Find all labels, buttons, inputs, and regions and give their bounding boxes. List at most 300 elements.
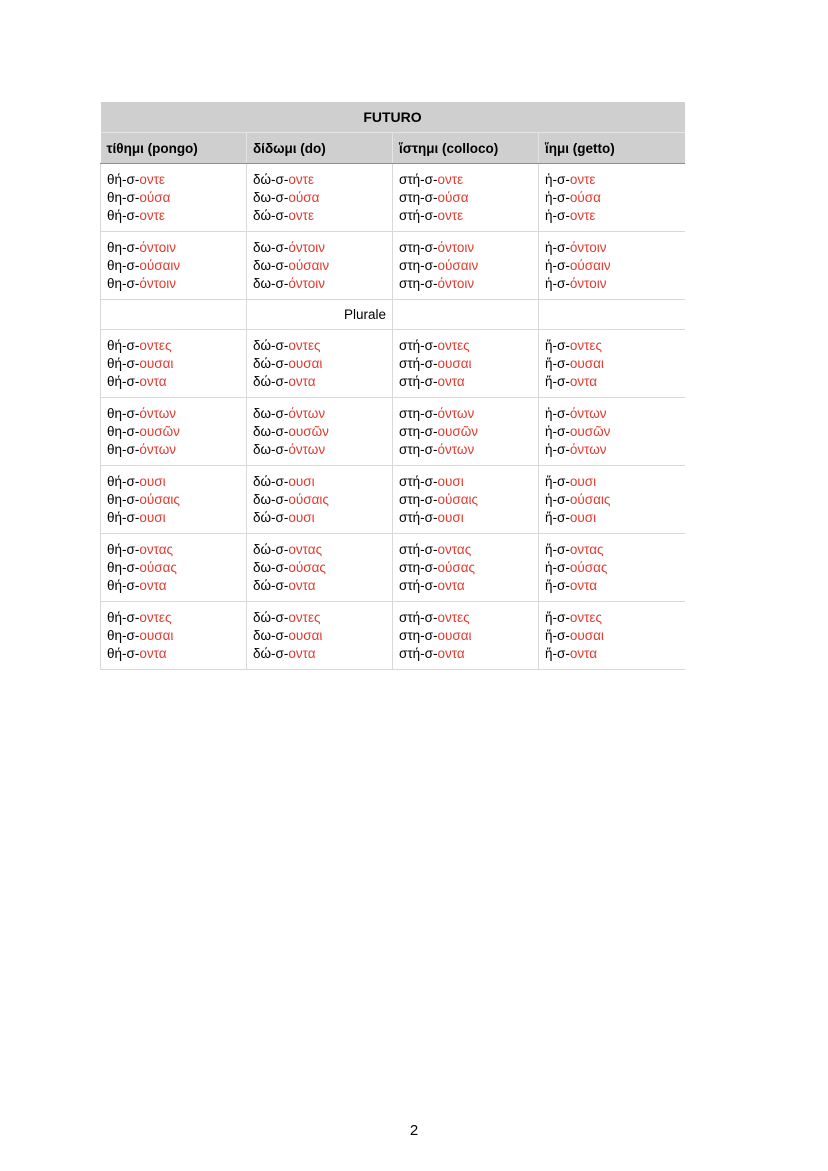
table-cell [101, 398, 247, 466]
ending-text: όντων [288, 442, 326, 457]
form-line [253, 541, 386, 559]
stem-text: ἥ-σ- [545, 646, 570, 661]
table-cell [247, 534, 393, 602]
form-line [107, 541, 240, 559]
ending-text: όντοιν [139, 240, 177, 255]
form-line [253, 171, 386, 189]
form-line [399, 491, 532, 509]
plurale-label: Plurale [247, 300, 393, 330]
column-header: ἵημι (getto) [539, 133, 685, 164]
stem-text: στή-σ- [399, 172, 438, 187]
ending-text: οντε [288, 208, 314, 223]
ending-text: οντε [569, 172, 596, 187]
stem-text: ἥ-σ- [545, 542, 570, 557]
ending-text: ούσαιν [437, 258, 479, 273]
form-line [253, 627, 386, 645]
table-row [101, 398, 685, 466]
stem-text: θή-σ- [107, 510, 140, 525]
stem-text: στή-σ- [399, 510, 438, 525]
stem-text: θή-σ- [107, 172, 140, 187]
stem-text: δω-σ- [253, 190, 289, 205]
ending-text: όντοιν [437, 240, 475, 255]
form-line [399, 189, 532, 207]
stem-text: δω-σ- [253, 258, 289, 273]
ending-text: οντας [437, 542, 472, 557]
ending-text: οντε [569, 208, 596, 223]
form-line [545, 491, 679, 509]
form-line [107, 645, 240, 663]
ending-text: οντα [288, 374, 316, 389]
stem-text: στή-σ- [399, 356, 438, 371]
table-body [101, 164, 685, 670]
stem-text: δώ-σ- [253, 510, 289, 525]
form-line [253, 509, 386, 527]
form-line [253, 207, 386, 225]
form-line [399, 355, 532, 373]
stem-text: στη-σ- [399, 424, 438, 439]
form-line [253, 189, 386, 207]
stem-text: δω-σ- [253, 442, 289, 457]
ending-text: οντα [437, 578, 465, 593]
ending-text: όντων [288, 406, 326, 421]
stem-text: δώ-σ- [253, 542, 289, 557]
ending-text: ούσα [288, 190, 320, 205]
form-line [107, 627, 240, 645]
form-line [107, 373, 240, 391]
empty-cell [539, 300, 685, 330]
stem-text: ἥ-σ- [545, 510, 570, 525]
table-cell [393, 330, 539, 398]
ending-text: ουσαι [569, 356, 604, 371]
stem-text: θη-σ- [107, 190, 140, 205]
table-cell [539, 330, 685, 398]
ending-text: οντες [288, 338, 321, 353]
form-line [107, 207, 240, 225]
table-cell [101, 164, 247, 232]
table-row [101, 232, 685, 300]
form-line [253, 337, 386, 355]
form-line [107, 337, 240, 355]
ending-text: οντε [139, 172, 165, 187]
stem-text: ἡ-σ- [545, 406, 570, 421]
stem-text: ἥ-σ- [545, 474, 570, 489]
stem-text: δώ-σ- [253, 208, 289, 223]
ending-text: όντοιν [139, 276, 177, 291]
form-line [545, 441, 679, 459]
form-line [545, 405, 679, 423]
stem-text: θη-σ- [107, 560, 140, 575]
form-line [107, 257, 240, 275]
form-line [253, 275, 386, 293]
ending-text: ουσι [437, 510, 464, 525]
ending-text: ούσα [569, 190, 601, 205]
form-line [107, 609, 240, 627]
stem-text: θη-σ- [107, 424, 140, 439]
stem-text: στη-σ- [399, 190, 438, 205]
form-line [253, 405, 386, 423]
table-cell [539, 164, 685, 232]
form-line [545, 257, 679, 275]
form-line [399, 423, 532, 441]
table-cell [247, 466, 393, 534]
form-line [545, 577, 679, 595]
form-line [399, 337, 532, 355]
table-row [101, 602, 685, 670]
stem-text: ἡ-σ- [545, 190, 570, 205]
stem-text: ἡ-σ- [545, 208, 570, 223]
ending-text: οντας [139, 542, 174, 557]
stem-text: δω-σ- [253, 240, 289, 255]
ending-text: όντων [437, 406, 475, 421]
table-cell [393, 398, 539, 466]
form-line [107, 577, 240, 595]
stem-text: δώ-σ- [253, 646, 289, 661]
form-line [253, 441, 386, 459]
table-cell [539, 466, 685, 534]
form-line [253, 355, 386, 373]
ending-text: ουσῶν [437, 424, 479, 439]
form-line [107, 275, 240, 293]
stem-text: θή-σ- [107, 338, 140, 353]
ending-text: οντα [139, 374, 167, 389]
form-line [399, 541, 532, 559]
form-line [253, 239, 386, 257]
form-line [399, 171, 532, 189]
ending-text: όντοιν [288, 276, 326, 291]
ending-text: ουσι [288, 474, 315, 489]
form-line [253, 645, 386, 663]
ending-text: ουσαι [437, 356, 472, 371]
ending-text: οντες [288, 610, 321, 625]
form-line [545, 559, 679, 577]
table-row [101, 534, 685, 602]
ending-text: ουσαι [437, 628, 472, 643]
stem-text: δώ-σ- [253, 374, 289, 389]
form-line [399, 559, 532, 577]
ending-text: οντα [139, 646, 167, 661]
ending-text: όντων [569, 442, 607, 457]
stem-text: δώ-σ- [253, 474, 289, 489]
ending-text: οντες [569, 610, 602, 625]
divider-row [101, 300, 685, 330]
ending-text: όντοιν [569, 276, 607, 291]
empty-cell [101, 300, 247, 330]
stem-text: θή-σ- [107, 578, 140, 593]
stem-text: στή-σ- [399, 578, 438, 593]
stem-text: θη-σ- [107, 442, 140, 457]
form-line [253, 473, 386, 491]
ending-text: ούσαις [437, 492, 479, 507]
form-line [253, 257, 386, 275]
stem-text: θή-σ- [107, 374, 140, 389]
stem-text: θη-σ- [107, 240, 140, 255]
stem-text: ἥ-σ- [545, 578, 570, 593]
table-row [101, 330, 685, 398]
stem-text: ἡ-σ- [545, 560, 570, 575]
table-cell [101, 602, 247, 670]
page-number: 2 [409, 1122, 419, 1139]
ending-text: ούσαις [288, 492, 329, 507]
ending-text: οντα [288, 578, 316, 593]
form-line [399, 405, 532, 423]
stem-text: στη-σ- [399, 276, 438, 291]
form-line [399, 257, 532, 275]
table-cell [539, 534, 685, 602]
form-line [107, 509, 240, 527]
ending-text: ουσαι [139, 356, 174, 371]
table-cell [247, 330, 393, 398]
table-cell [539, 232, 685, 300]
stem-text: θη-σ- [107, 492, 140, 507]
form-line [545, 171, 679, 189]
stem-text: θη-σ- [107, 628, 140, 643]
stem-text: δώ-σ- [253, 356, 289, 371]
table-cell [393, 602, 539, 670]
table-cell [247, 164, 393, 232]
ending-text: ουσαι [288, 356, 323, 371]
stem-text: δω-σ- [253, 628, 289, 643]
ending-text: ούσας [288, 560, 326, 575]
table-cell [101, 466, 247, 534]
table-cell [101, 534, 247, 602]
stem-text: στη-σ- [399, 492, 438, 507]
ending-text: ουσῶν [288, 424, 329, 439]
form-line [107, 355, 240, 373]
stem-text: ἥ-σ- [545, 374, 570, 389]
stem-text: στη-σ- [399, 560, 438, 575]
form-line [399, 609, 532, 627]
ending-text: όντων [437, 442, 475, 457]
stem-text: δώ-σ- [253, 610, 289, 625]
table-cell [101, 232, 247, 300]
form-line [545, 189, 679, 207]
ending-text: ούσας [569, 560, 608, 575]
ending-text: οντες [437, 338, 470, 353]
form-line [399, 627, 532, 645]
stem-text: ἥ-σ- [545, 628, 570, 643]
stem-text: ἡ-σ- [545, 276, 570, 291]
ending-text: ούσα [437, 190, 469, 205]
form-line [399, 239, 532, 257]
form-line [545, 609, 679, 627]
ending-text: ουσι [139, 474, 166, 489]
ending-text: οντα [569, 646, 598, 661]
form-line [545, 627, 679, 645]
ending-text: οντε [437, 172, 464, 187]
stem-text: στή-σ- [399, 646, 438, 661]
ending-text: ουσι [437, 474, 464, 489]
table-cell [539, 602, 685, 670]
form-line [545, 473, 679, 491]
form-line [545, 373, 679, 391]
stem-text: δω-σ- [253, 276, 289, 291]
table-cell [247, 232, 393, 300]
stem-text: ἥ-σ- [545, 338, 570, 353]
ending-text: οντες [139, 610, 172, 625]
ending-text: οντε [288, 172, 314, 187]
ending-text: ουσαι [139, 628, 174, 643]
form-line [399, 509, 532, 527]
form-line [545, 275, 679, 293]
stem-text: δώ-σ- [253, 338, 289, 353]
form-line [107, 405, 240, 423]
ending-text: οντα [569, 374, 598, 389]
table-row [101, 164, 685, 232]
ending-text: ούσαις [139, 492, 180, 507]
table-row [101, 466, 685, 534]
form-line [399, 373, 532, 391]
stem-text: ἡ-σ- [545, 442, 570, 457]
ending-text: όντοιν [569, 240, 607, 255]
table-cell [393, 164, 539, 232]
table-cell [247, 602, 393, 670]
stem-text: στή-σ- [399, 338, 438, 353]
stem-text: θη-σ- [107, 406, 140, 421]
ending-text: όντων [569, 406, 607, 421]
ending-text: ούσαιν [288, 258, 330, 273]
stem-text: θη-σ- [107, 276, 140, 291]
stem-text: δω-σ- [253, 406, 289, 421]
table-cell [539, 398, 685, 466]
form-line [253, 577, 386, 595]
stem-text: δω-σ- [253, 492, 289, 507]
form-line [399, 441, 532, 459]
ending-text: ούσα [139, 190, 171, 205]
stem-text: ἥ-σ- [545, 356, 570, 371]
form-line [253, 491, 386, 509]
ending-text: οντες [139, 338, 172, 353]
ending-text: οντε [437, 208, 464, 223]
form-line [253, 423, 386, 441]
stem-text: ἡ-σ- [545, 240, 570, 255]
form-line [545, 239, 679, 257]
ending-text: ούσας [437, 560, 476, 575]
stem-text: στη-σ- [399, 442, 438, 457]
stem-text: στή-σ- [399, 542, 438, 557]
stem-text: στή-σ- [399, 374, 438, 389]
ending-text: οντα [139, 578, 167, 593]
column-header: ἵστημι (colloco) [393, 133, 539, 164]
column-header: τίθημι (pongo) [101, 133, 247, 164]
form-line [545, 355, 679, 373]
ending-text: οντα [437, 646, 465, 661]
ending-text: ούσαιν [139, 258, 181, 273]
form-line [545, 509, 679, 527]
form-line [107, 171, 240, 189]
form-line [253, 559, 386, 577]
stem-text: στή-σ- [399, 208, 438, 223]
column-header: δίδωμι (do) [247, 133, 393, 164]
table-cell [393, 534, 539, 602]
ending-text: ουσαι [569, 628, 604, 643]
ending-text: ουσαι [288, 628, 323, 643]
form-line [107, 491, 240, 509]
stem-text: δω-σ- [253, 424, 289, 439]
form-line [107, 423, 240, 441]
stem-text: στή-σ- [399, 610, 438, 625]
stem-text: θή-σ- [107, 542, 140, 557]
ending-text: οντες [437, 610, 470, 625]
ending-text: ούσας [139, 560, 177, 575]
ending-text: ουσι [569, 510, 597, 525]
form-line [399, 275, 532, 293]
ending-text: οντα [437, 374, 465, 389]
form-line [399, 473, 532, 491]
form-line [107, 441, 240, 459]
stem-text: ἥ-σ- [545, 610, 570, 625]
form-line [253, 373, 386, 391]
ending-text: οντας [569, 542, 604, 557]
ending-text: ούσαιν [569, 258, 611, 273]
stem-text: δώ-σ- [253, 578, 289, 593]
form-line [399, 577, 532, 595]
ending-text: ούσαις [569, 492, 611, 507]
form-line [545, 337, 679, 355]
futuro-table [100, 102, 685, 670]
ending-text: οντα [288, 646, 316, 661]
table-cell [393, 466, 539, 534]
stem-text: θή-σ- [107, 474, 140, 489]
ending-text: όντων [139, 442, 177, 457]
table-title: FUTURO [101, 102, 685, 133]
form-line [107, 239, 240, 257]
table-cell [247, 398, 393, 466]
stem-text: θη-σ- [107, 258, 140, 273]
table-cell [393, 232, 539, 300]
form-line [545, 207, 679, 225]
stem-text: ἡ-σ- [545, 492, 570, 507]
stem-text: θή-σ- [107, 208, 140, 223]
ending-text: οντα [569, 578, 598, 593]
ending-text: ουσῶν [569, 424, 611, 439]
stem-text: ἡ-σ- [545, 258, 570, 273]
ending-text: οντες [569, 338, 602, 353]
stem-text: θή-σ- [107, 610, 140, 625]
empty-cell [393, 300, 539, 330]
ending-text: όντοιν [288, 240, 326, 255]
stem-text: ἡ-σ- [545, 172, 570, 187]
ending-text: ουσι [569, 474, 597, 489]
stem-text: θή-σ- [107, 356, 140, 371]
form-line [399, 645, 532, 663]
stem-text: θή-σ- [107, 646, 140, 661]
form-line [545, 645, 679, 663]
stem-text: στη-σ- [399, 628, 438, 643]
form-line [107, 559, 240, 577]
stem-text: στή-σ- [399, 474, 438, 489]
form-line [545, 423, 679, 441]
stem-text: ἡ-σ- [545, 424, 570, 439]
ending-text: ουσι [288, 510, 315, 525]
stem-text: στη-σ- [399, 240, 438, 255]
form-line [253, 609, 386, 627]
ending-text: ουσι [139, 510, 166, 525]
ending-text: ουσῶν [139, 424, 180, 439]
ending-text: οντε [139, 208, 165, 223]
table-cell [101, 330, 247, 398]
ending-text: όντων [139, 406, 177, 421]
stem-text: στη-σ- [399, 406, 438, 421]
stem-text: στη-σ- [399, 258, 438, 273]
ending-text: οντας [288, 542, 323, 557]
stem-text: δώ-σ- [253, 172, 289, 187]
form-line [545, 541, 679, 559]
form-line [107, 189, 240, 207]
ending-text: όντοιν [437, 276, 475, 291]
form-line [107, 473, 240, 491]
form-line [399, 207, 532, 225]
stem-text: δω-σ- [253, 560, 289, 575]
